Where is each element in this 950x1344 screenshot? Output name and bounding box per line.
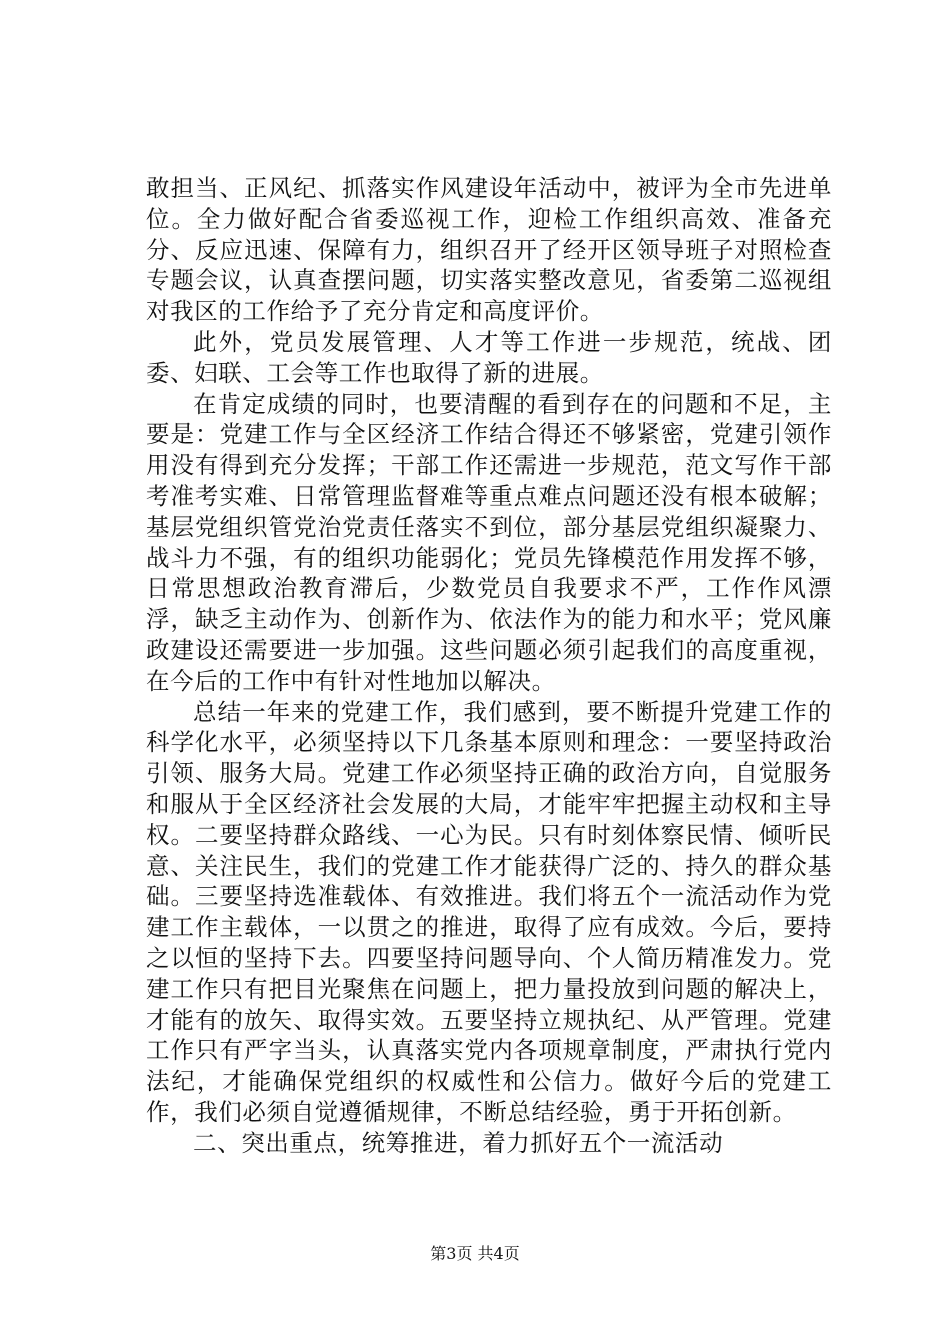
paragraph-principles: 总结一年来的党建工作，我们感到，要不断提升党建工作的科学化水平，必须坚持以下几条基本原则和理念：一要坚持政治引领、服务大局。党建工作必须坚持正确的政治方向，自觉服务和服从于全区经济社会发展的大局，才能牢牢把握主动权和主导权。二要坚持群众路线、一心为民。只有时刻体察民情、倾听民意、关注民生，我们的党建工作才能获得广泛的、持久的群众基础。三要坚持选准载体、有效推进。我们将五个一流活动作为党建工作主载体，一以贯之的推进，取得了应有成效。今后，要持之以恒的坚持下去。四要坚持问题导向、个人简历精准发力。党建工作只有把目光聚焦在问题上，把力量投放到问题的解决上，才能有的放矢、取得实效。五要坚持立规执纪、从严管理。党建工作只有严字当头，认真落实党内各项规章制度，严肃执行党内法纪，才能确保党组织的权威性和公信力。做好今后的党建工作，我们必须自觉遵循规律，不断总结经验，勇于开拓创新。 (146, 697, 832, 1126)
paragraph-continuation: 敢担当、正风纪、抓落实作风建设年活动中，被评为全市先进单位。全力做好配合省委巡视工作，迎检工作组织高效、准备充分、反应迅速、保障有力，组织召开了经开区领导班子对照检查专题会议，认真查摆问题，切实落实整改意见，省委第二巡视组对我区的工作给予了充分肯定和高度评价。 (146, 174, 832, 326)
page-number-footer: 第3页 共4页 (430, 1244, 520, 1263)
section-heading: 二、突出重点，统筹推进，着力抓好五个一流活动 (193, 1128, 724, 1157)
paragraph-other-work: 此外，党员发展管理、人才等工作进一步规范，统战、团委、妇联、工会等工作也取得了新的进展。 (146, 327, 832, 387)
paragraph-problems: 在肯定成绩的同时，也要清醒的看到存在的问题和不足，主要是：党建工作与全区经济工作结合得还不够紧密，党建引领作用没有得到充分发挥；干部工作还需进一步规范，范文写作干部考准考实难、日常管理监督难等重点难点问题还没有根本破解；基层党组织管党治党责任落实不到位，部分基层党组织凝聚力、战斗力不强，有的组织功能弱化；党员先锋模范作用发挥不够，日常思想政治教育滞后，少数党员自我要求不严，工作作风漂浮，缺乏主动作为、创新作为、依法作为的能力和水平；党风廉政建设还需要进一步加强。这些问题必须引起我们的高度重视，在今后的工作中有针对性地加以解决。 (146, 389, 832, 695)
document-body (146, 173, 832, 1159)
